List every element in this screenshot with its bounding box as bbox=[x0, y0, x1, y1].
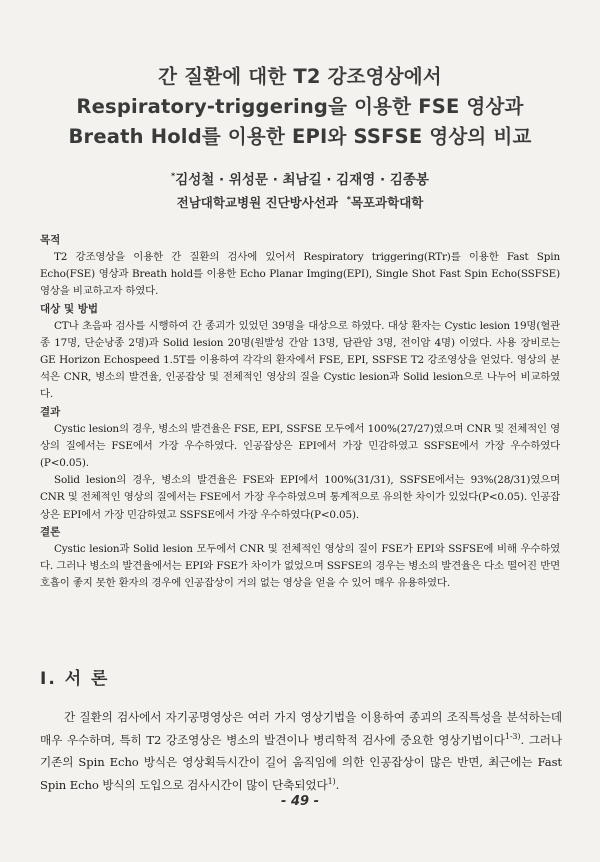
abstract bbox=[40, 232, 560, 592]
paper-title bbox=[20, 62, 580, 152]
intro-heading: Ⅰ. 서 론 bbox=[40, 669, 110, 689]
methods-text: CT나 초음파 검사를 시행하여 간 종괴가 있었던 39명을 대상으로 하였다. 대상 환자는 Cystic lesion 19명(혈관종 17명, 단순낭종 2명)과 Solid lesion 20명(원발성 간암 13명, 담관암 3명, 전이암 4명) 이였다. 사용 장비로는 GE Horizon Echospeed 1.5T를 이용하여 각각의 환자에서 FSE, EPI, SSFSE T2 강조영상을 얻었다. 영상의 분석은 CNR, 병소의 발견율, 인공잡상 및 전체적인 영상의 질을 Cystic lesion과 Solid lesion으로 나누어 비교하였다. bbox=[40, 319, 560, 401]
title-line-1: 간 질환에 대한 T2 강조영상에서 bbox=[158, 65, 442, 88]
intro-text-c: . bbox=[335, 777, 340, 792]
conclusion-text: Cystic lesion과 Solid lesion 모두에서 CNR 및 전체적인 영상의 질이 FSE가 EPI와 SSFSE에 비해 우수하였다. 그러나 병소의 발견율에서는 EPI와 FSE가 차이가 없었으며 SSFSE의 경우는 병소의 발견율은 다소 떨어진 반면 호흡이 좋지 못한 환자의 경우에 인공잡상이 거의 없는 영상을 얻을 수 있어 매우 유용하였다. bbox=[40, 542, 560, 590]
results-text-2: Solid lesion의 경우, 병소의 발견율은 FSE와 EPI에서 100%(31/31), SSFSE에서는 93%(28/31)였으며 CNR 및 전체적인 영상의 질에서는 FSE에서 가장 우수하였으며 통계적으로 유의한 차이가 있었다(P<0.05). 인공잡상은 EPI에서 가장 민감하였고 SSFSE에서 가장 우수하였다(P<0.05). bbox=[40, 474, 560, 521]
author-mark: * bbox=[171, 171, 176, 181]
intro-paragraph bbox=[40, 706, 562, 796]
author-list bbox=[20, 170, 580, 191]
affiliation bbox=[20, 193, 580, 212]
purpose-heading: 목적 bbox=[40, 234, 61, 246]
affiliation-univ: 목포과학대학 bbox=[350, 195, 424, 210]
affiliation-mark: * bbox=[346, 194, 351, 204]
intro-ref-b: 1) bbox=[327, 776, 336, 786]
page-number: - 49 - bbox=[281, 794, 319, 809]
author-names: 김성철 · 위성문 · 최남길 · 김재영 · 김종봉 bbox=[175, 172, 429, 188]
intro-ref-a: 1-3) bbox=[504, 731, 521, 741]
title-line-3: Breath Hold를 이용한 EPI와 SSFSE 영상의 비교 bbox=[68, 125, 532, 148]
title-line-2: Respiratory-triggering을 이용한 FSE 영상과 bbox=[76, 95, 524, 118]
results-text-1: Cystic lesion의 경우, 병소의 발견율은 FSE, EPI, SSFSE 모두에서 100%(27/27)였으며 CNR 및 전체적인 영상의 질에서는 FSE에서 가장 우수하였다. 인공잡상은 EPI에서 가장 민감하였고 SSFSE에서 가장 우수하였다(P<0.05). bbox=[40, 422, 560, 470]
conclusion-heading: 결론 bbox=[40, 525, 61, 538]
intro-text-a: 간 질환의 검사에서 자기공명영상은 여러 가지 영상기법을 이용하여 종괴의 조직특성을 분석하는데 매우 우수하며, 특히 T2 강조영상은 병소의 발견이나 병리학적 검사에 중요한 영상기법이다 bbox=[40, 710, 562, 747]
intro-text-b: . 그러나 기존의 Spin Echo 방식은 영상획득시간이 길어 움직임에 의한 인공잡상이 많은 반면, 최근에는 Fast Spin Echo 방식의 도입으로 검사시간이 많이 단축되었다 bbox=[40, 732, 562, 792]
purpose-text: T2 강조영상을 이용한 간 질환의 검사에 있어서 Respiratory triggering(RTr)를 이용한 Fast Spin Echo(FSE) 영상과 Breath hold를 이용한 Echo Planar Imging(EPI), Single Shot Fast Spin Echo(SSFSE) 영상을 비교하고자 하였다. bbox=[40, 251, 560, 298]
affiliation-dept: 전남대학교병원 진단방사선과 bbox=[176, 195, 338, 210]
results-heading: 결과 bbox=[40, 405, 61, 418]
methods-heading: 대상 및 방법 bbox=[40, 302, 99, 315]
